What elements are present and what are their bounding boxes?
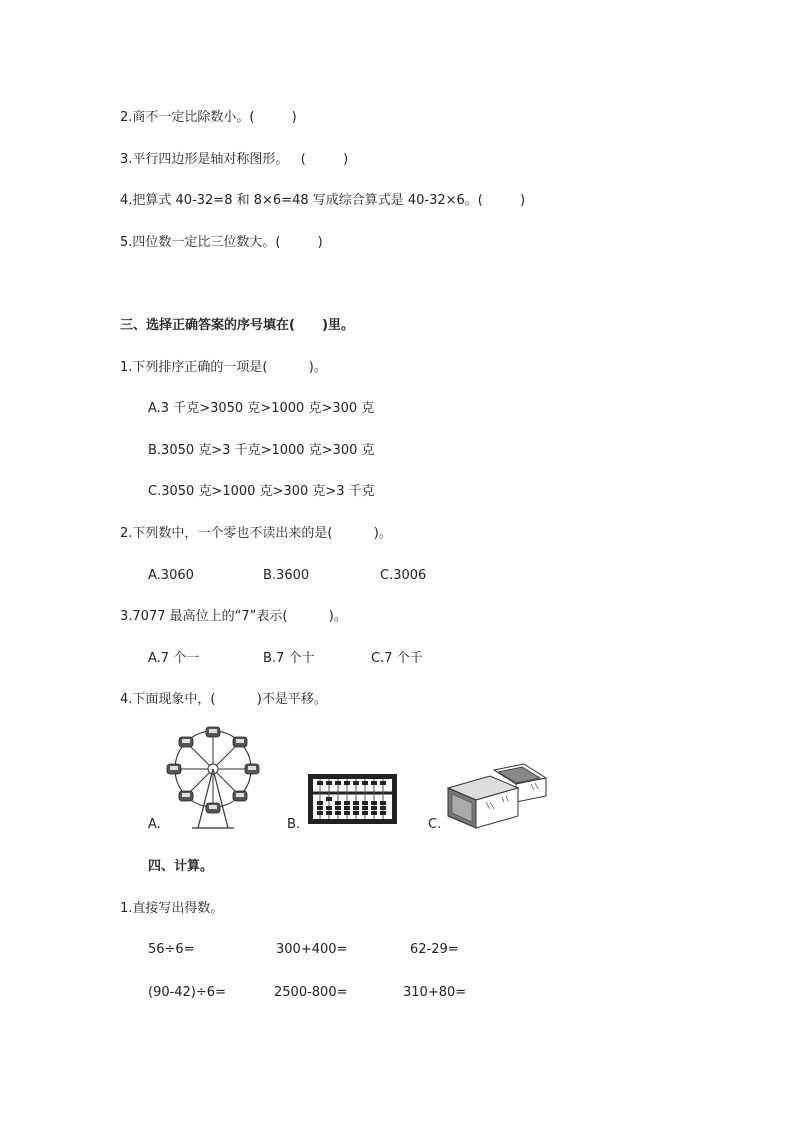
choice-q1-option-c: C.3050 克>1000 克>300 克>3 千克 xyxy=(148,484,375,499)
choice-q3-option-a: A.7 个一 xyxy=(148,651,200,666)
calc-item: (90-42)÷6= xyxy=(148,985,226,1000)
choice-q2-option-a: A.3060 xyxy=(148,568,194,583)
judge-question-2: 2.商不一定比除数小。( ) xyxy=(120,110,297,125)
abacus-icon xyxy=(307,773,398,825)
calc-item: 310+80= xyxy=(403,985,467,1000)
choice-q3-option-b: B.7 个十 xyxy=(263,651,315,666)
choice-q1-option-a: A.3 千克>3050 克>1000 克>300 克 xyxy=(148,401,375,416)
calc-item: 300+400= xyxy=(276,942,348,957)
choice-q2-option-c: C.3006 xyxy=(380,568,427,583)
choice-q4-option-c: C. xyxy=(428,817,442,832)
calc-item: 2500-800= xyxy=(274,985,348,1000)
choice-q2-stem: 2.下列数中，一个零也不读出来的是( )。 xyxy=(120,526,392,541)
judge-question-5: 5.四位数一定比三位数大。( ) xyxy=(120,235,323,250)
calc-item: 56÷6= xyxy=(148,942,195,957)
section-3-title: 三、选择正确答案的序号填在( )里。 xyxy=(120,318,355,333)
judge-question-4: 4.把算式 40-32=8 和 8×6=48 写成综合算式是 40-32×6。( ) xyxy=(120,193,526,208)
drawer-box-icon xyxy=(446,762,552,832)
choice-q3-stem: 3.7077 最高位上的“7”表示( )。 xyxy=(120,609,347,624)
choice-q3-option-c: C.7 个千 xyxy=(371,651,423,666)
choice-q4-option-a: A. xyxy=(148,817,161,832)
judge-question-3: 3.平行四边形是轴对称图形。 ( ) xyxy=(120,152,349,167)
choice-q4-option-b: B. xyxy=(287,817,301,832)
calc-sub-title: 1.直接写出得数。 xyxy=(120,901,224,916)
choice-q1-option-b: B.3050 克>3 千克>1000 克>300 克 xyxy=(148,443,375,458)
section-4-title: 四、计算。 xyxy=(148,859,214,874)
choice-q1-stem: 1.下列排序正确的一项是( )。 xyxy=(120,360,327,375)
choice-q4-stem: 4.下面现象中，( )不是平移。 xyxy=(120,692,327,707)
ferris-wheel-icon xyxy=(158,724,268,834)
choice-q2-option-b: B.3600 xyxy=(263,568,310,583)
calc-item: 62-29= xyxy=(410,942,459,957)
